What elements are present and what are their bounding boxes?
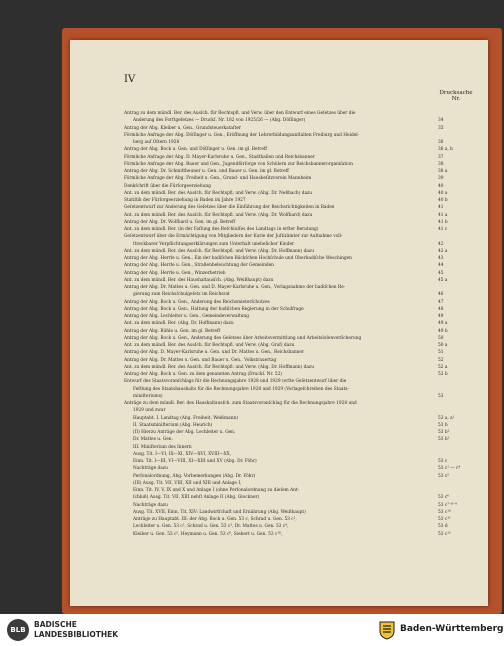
entry-row — [124, 168, 482, 175]
entry-reference: 49 — [438, 314, 444, 319]
entry-reference: 36 a, b — [438, 147, 453, 153]
column-header — [436, 90, 476, 102]
column-header-number: Nr. — [451, 96, 461, 102]
entry-row — [124, 132, 482, 139]
entry-text: Änderung des Forſtgeſetzes — Druckſ. Nr. 182 von 1925/26 — (Abg. Döſſinger) — [133, 118, 306, 124]
entry-text: Antrag der Abg. Bock u. Gen., Änderung des Geſetzes über Arbeitsvermittlung und Arbeitsloſenverſicherung — [124, 335, 362, 341]
entry-row — [124, 458, 482, 465]
entry-row — [124, 400, 482, 407]
entry-text: ſchluß) Ausg. Tit. VII, XIII nebſt Anlage II (Abg. Glockner) — [133, 495, 260, 501]
entry-row — [124, 306, 482, 313]
entry-reference: 53 — [438, 393, 444, 399]
library-name-line1: BADISCHE — [34, 620, 77, 629]
entry-reference: 47 — [438, 299, 444, 305]
entry-reference: 36 — [438, 140, 444, 145]
entry-row — [124, 320, 482, 327]
entry-reference: 49 a — [438, 321, 448, 327]
entry-row — [124, 146, 482, 153]
entry-text: Geſetzentwurf zur Änderung des Geſetzes über die Einführung der Reichsrichtigkeiten in Baden — [124, 205, 335, 211]
entry-row — [124, 480, 482, 487]
entry-row — [124, 335, 482, 342]
entry-text: miniſteriums) — [133, 393, 163, 399]
entry-row — [124, 197, 482, 204]
entry-text: Perſonalordnung, Abg. Vorbemerkungen (Abg. Dr. Föhr) — [133, 473, 256, 479]
entry-text: Dr. Mattes u. Gen. — [133, 437, 173, 443]
entry-text: Antrag der Abg. D. Mayer-Karlsruhe u. Gen. und Dr. Mattes u. Gen., Reichsbanner — [124, 350, 304, 356]
entry-text: Ant. zu dem mündl. Ber. des Ausſch. für Rechtspfl. und Verw. (Abg. Graf) dazu — [124, 343, 295, 348]
entry-text: Förmliche Anfrage der Abg. D. Mayer-Karlsruhe u. Gen., Stadthallen und Reichsbanner — [124, 154, 315, 160]
footer-bar — [0, 614, 504, 646]
entry-reference: 45 — [438, 270, 444, 276]
entry-row — [124, 241, 482, 248]
entry-row — [124, 313, 482, 320]
entry-row — [124, 262, 482, 269]
entry-row — [124, 371, 482, 378]
entry-text: Ant. zu dem mündl. Ber. (in der Faſſung des Beſchluſſes des Landtags in erſter Beratung) — [124, 227, 319, 232]
entry-row — [124, 175, 482, 182]
entry-row — [124, 422, 482, 429]
entry-text: Förmliche Anfrage der Abg. Döſſinger u. Gen., Eröffnung der Lehrerbildungsanſtalten Freiburg und Heidel- — [124, 132, 360, 138]
entry-row — [124, 270, 482, 277]
entry-row — [124, 349, 482, 356]
entry-text: Antrag der Abg. Bock u. Gen., Haltung der badiſchen Regierung in der Schulfrage — [124, 306, 304, 312]
entry-text: Antrag der Abg. Bock u. Gen., Änderung des Reichsmieterſchutzes — [124, 299, 270, 305]
entry-reference: 39 — [438, 176, 444, 182]
entry-row — [124, 299, 482, 306]
entry-text: Antrag der Abg. Herrle u. Gen., Winzerbetrieb — [124, 270, 226, 276]
entry-text: Ant. zu dem mündl. Ber. des Ausſch. für Rechtspfl. und Verw. (Abg. Dr. Hoffmann) dazu — [124, 248, 314, 254]
entry-row — [124, 190, 482, 197]
column-header-label: Drucksache — [439, 90, 473, 96]
entry-text: Entwurf des Staatsvoranſchlags für die Rechnungsjahre 1928 und 1929 (erſte Geſetzentwurf über die — [124, 379, 347, 385]
entry-text: Ant. zu dem mündl. Ber. des Ausſch. für Rechtspfl. und Verw. (Abg. Dr. Neßbach) dazu — [124, 190, 313, 196]
entry-row — [124, 219, 482, 226]
entry-reference: 53 c¹³ — [438, 531, 451, 537]
entry-text: Anträge zu dem mündl. Ber. des Haushaltausſch. zum Staatsvoranſchlag für die Rechnungsjahre 1928 und — [124, 401, 357, 406]
entry-row — [124, 154, 482, 161]
entry-text: Antrag der Abg. Lechleiter u. Gen., Gemeindeverwaltung — [124, 314, 249, 319]
entry-reference: 53 a, a¹ — [438, 415, 455, 421]
document-page — [70, 40, 488, 606]
entry-reference: 41 — [438, 205, 444, 211]
entry-reference: 53 b¹ — [438, 430, 450, 435]
entry-row — [124, 451, 482, 458]
entry-text: Denkſchrift über die Fürſorgeerziehung — [124, 183, 211, 189]
entry-reference: 43 — [438, 256, 444, 261]
entry-reference: 53 b² — [438, 437, 450, 443]
entry-row — [124, 531, 482, 538]
entry-text: Antrag der Abg. Herrle u. Gen., Ein der badiſchen Bäckſchen Hochſchule und Oberbadiſche Weschingen — [124, 256, 352, 261]
entry-text: Antrag der Abg. Bock u. Gen. zu dem genannten Antrag (Druckſ. Nr. 52) — [124, 372, 282, 377]
entry-reference: 45 a — [438, 277, 448, 283]
entry-row — [124, 386, 482, 393]
entry-row — [124, 117, 482, 124]
entry-row — [124, 429, 482, 436]
entry-row — [124, 516, 482, 523]
entry-row — [124, 487, 482, 494]
entry-reference: 52 b — [438, 372, 448, 377]
entry-text: (II) Hierzu Anträge der Abg. Lechleiter u. Gen. — [133, 430, 236, 435]
entry-row — [124, 248, 482, 255]
entry-row — [124, 204, 482, 211]
entry-row — [124, 357, 482, 364]
entry-reference: 41 b — [438, 219, 448, 225]
entry-reference: 53 c¹ — c⁴ — [438, 466, 461, 472]
entry-reference: 52 a — [438, 364, 448, 370]
entry-row — [124, 284, 482, 291]
entry-reference: 35 — [438, 125, 444, 131]
entry-row — [124, 226, 482, 233]
entry-row — [124, 436, 482, 443]
entry-row — [124, 502, 482, 509]
coat-of-arms-icon — [378, 620, 396, 640]
entry-reference: 40 — [438, 183, 444, 189]
entry-reference: 42 a — [438, 248, 448, 254]
entry-row — [124, 255, 482, 262]
entry-reference: 51 — [438, 350, 444, 356]
entry-text: Ausg. Tit. I—VI, IX—XI, XIV—XVI, XVIII—XX, — [133, 451, 232, 457]
library-name-line2: LANDESBIBLIOTHEK — [34, 630, 119, 639]
entry-reference: 40 a — [438, 190, 448, 196]
entry-row — [124, 277, 482, 284]
entry-reference: 41 a — [438, 212, 448, 218]
entry-reference: 53 c⁵ — [438, 473, 449, 479]
entry-text: Hauptabt. I. Landtag (Abg. Freiheit, Weißmann) — [133, 415, 238, 421]
entry-reference: 44 — [438, 263, 444, 269]
entry-text: Einn. Tit. IV, V, IX und X und Anlage I (ohne Perſonalordnung zu dieſem Ant- — [133, 488, 300, 493]
entry-text: Antrag der Abg. Bühle u. Gen. im gl. Betreff — [124, 328, 221, 334]
entry-row — [124, 110, 482, 117]
entry-row — [124, 139, 482, 146]
table-of-contents — [124, 110, 482, 538]
entry-text: III. Miniſterium des Innern — [133, 444, 192, 450]
entry-row — [124, 465, 482, 472]
entry-reference: 34 — [438, 118, 444, 124]
entry-row — [124, 183, 482, 190]
state-name[interactable]: Baden-Württemberg — [400, 624, 504, 634]
entry-row — [124, 378, 482, 385]
entry-text: Statiſtik der Fürſorgeerziehung in Baden im Jahre 1927 — [124, 198, 246, 203]
entry-reference: 53 c⁷⁻⁸⁻⁹ — [438, 502, 457, 508]
entry-reference: 50 a — [438, 343, 448, 348]
entry-text: gierung zum Reichsſchulgeſetz im Reichsrat — [133, 292, 230, 298]
entry-reference: 53 c⁶ — [438, 495, 449, 501]
entry-text: II. Staatsminiſterium (Abg. Heurich) — [133, 422, 213, 428]
entry-text: Antrag der Abg. Bock u. Gen. und Döſſinger u. Gen. im gl. Betreff — [124, 147, 267, 153]
entry-text: berg auf Oſtern 1928 — [133, 140, 180, 145]
entry-row — [124, 125, 482, 132]
entry-row — [124, 342, 482, 349]
entry-text: 1929 und zwar — [133, 408, 166, 414]
entry-reference: 52 — [438, 357, 444, 363]
entry-reference: 50 — [438, 335, 444, 341]
entry-row — [124, 523, 482, 530]
entry-text: Ant. zu dem mündl. Ber. des Haushaltausſch. (Abg. Weißhaupt) dazu — [124, 277, 274, 283]
entry-text: Ausg. Tit. XVII, Einn. Tit. XIV: Landwirtſchaft und Ernährung (Abg. Weißhaupt) — [133, 509, 306, 515]
entry-text: Ant. zu dem mündl. Ber. (Abg. Dr. Hoffmann) dazu — [124, 321, 234, 327]
entry-row — [124, 494, 482, 501]
entry-text: Antrag der Abg. Herrle u. Gen., Straßenbeleuchtung der Gemeinden — [124, 263, 274, 269]
entry-reference: 49 b — [438, 328, 448, 334]
entry-text: (III) Ausg. Tit. VII, VIII, XII und XIII und Anlage I, — [133, 480, 242, 486]
entry-reference: 41 c — [438, 227, 448, 232]
entry-reference: 53 d — [438, 524, 448, 530]
entry-reference: 48 — [438, 306, 444, 312]
entry-text: Ant. zu dem mündl. Ber. des Ausſch. für Rechtspfl. und Verw. (Abg. Dr. Wolfhard) dazu — [124, 212, 313, 218]
entry-row — [124, 212, 482, 219]
entry-text: Feſtlung des Staatshaushalts für die Rechnungsjahre 1928 und 1929 (Vorlageſchreiben des Staats- — [133, 386, 349, 392]
entry-text: Antrag der Abg. Dr. Mattes u. Gen. und Bauer u. Gen., Volkstrauertag — [124, 357, 277, 363]
entry-text: Kleiber u. Gen. 53 c⁵, Heymann u. Gen. 53 c⁶, Siebert u. Gen. 53 c¹⁸, — [133, 531, 283, 537]
entry-text: Anträge zu Hauptabt. III: der Abg. Bock u. Gen. 53 c, Schrad u. Gen. 53 c¹, — [133, 517, 297, 522]
entry-row — [124, 291, 482, 298]
entry-text: Förmliche Anfrage der Abg. Bauer und Gen., Jugendfürſorge von Schülern zur Reichsbannerorganiſation — [124, 161, 353, 167]
blb-logo[interactable]: BLB — [7, 619, 29, 641]
entry-text: Ant. zu dem mündl. Ber. des Ausſch. für Rechtspfl. und Verw. (Abg. Dr. Hoffmann) dazu — [124, 364, 314, 370]
entry-text: Antrag der Abg. Kleiber u. Gen., Grundsteuerkataſter — [124, 125, 241, 131]
entry-text: Antrag der Abg. Dr. Schmittheuner u. Gen. und Bauer u. Gen. im gl. Betreff — [124, 169, 289, 174]
entry-text: Einn. Tit. I—III, VI—VIII, XI—XIII und XV (Abg. Dr. Föhr) — [133, 459, 257, 464]
entry-reference: 38 a — [438, 169, 448, 174]
entry-row — [124, 509, 482, 516]
entry-row — [124, 328, 482, 335]
entry-text: Antrag der Abg. Dr. Mattes u. Gen. und D. Mayer-Karlsruhe u. Gen., Vorlagsnahme der badiſchen Re- — [124, 285, 346, 290]
entry-reference: 37 — [438, 154, 444, 160]
entry-row — [124, 444, 482, 451]
library-name[interactable] — [34, 620, 118, 640]
entry-row — [124, 393, 482, 400]
entry-row — [124, 473, 482, 480]
entry-reference: 53 c¹⁰ — [438, 509, 451, 515]
entry-row — [124, 233, 482, 240]
entry-reference: 53 c — [438, 459, 448, 464]
entry-reference: 42 — [438, 241, 444, 247]
entry-reference: 46 — [438, 292, 444, 298]
entry-row — [124, 364, 482, 371]
entry-text: Nachträge dazu — [133, 502, 168, 508]
entry-reference: 40 b — [438, 198, 448, 203]
entry-text: Antrag der Abg. Dr. Wolfhard u. Gen. im gl. Betreff — [124, 219, 236, 225]
entry-row — [124, 415, 482, 422]
entry-text: Nachträge dazu — [133, 466, 168, 472]
entry-row — [124, 161, 482, 168]
entry-text: Antrag zu dem mündl. Ber. des Ausſch. für Rechtspfl. und Verw. über den Entwurf eines Geſetzes über die — [124, 111, 356, 116]
entry-reference: 53 c¹¹ — [438, 517, 451, 522]
entry-reference: 53 b — [438, 422, 448, 428]
entry-reference: 38 — [438, 161, 444, 167]
entry-row — [124, 407, 482, 414]
entry-text: ſtreckbarer Verpflichtungserklärungen zum Unterhalt unehelicher Kinder — [133, 241, 295, 247]
entry-text: Förmliche Anfrage der Abg. Freiheit u. Gen., Grund- und Hausbeſitzverein Mannheim — [124, 176, 312, 182]
entry-text: Geſetzentwurf über die Ermächtigung von Mitgliedern der Kurie der Juſtizämter zur Aufnahme voll- — [124, 234, 343, 240]
page-number: IV — [124, 74, 136, 85]
entry-text: Lechleiter u. Gen. 53 c², Schrad u. Gen. 53 c³, Dr. Mattes u. Gen. 53 c⁴, — [133, 524, 289, 530]
